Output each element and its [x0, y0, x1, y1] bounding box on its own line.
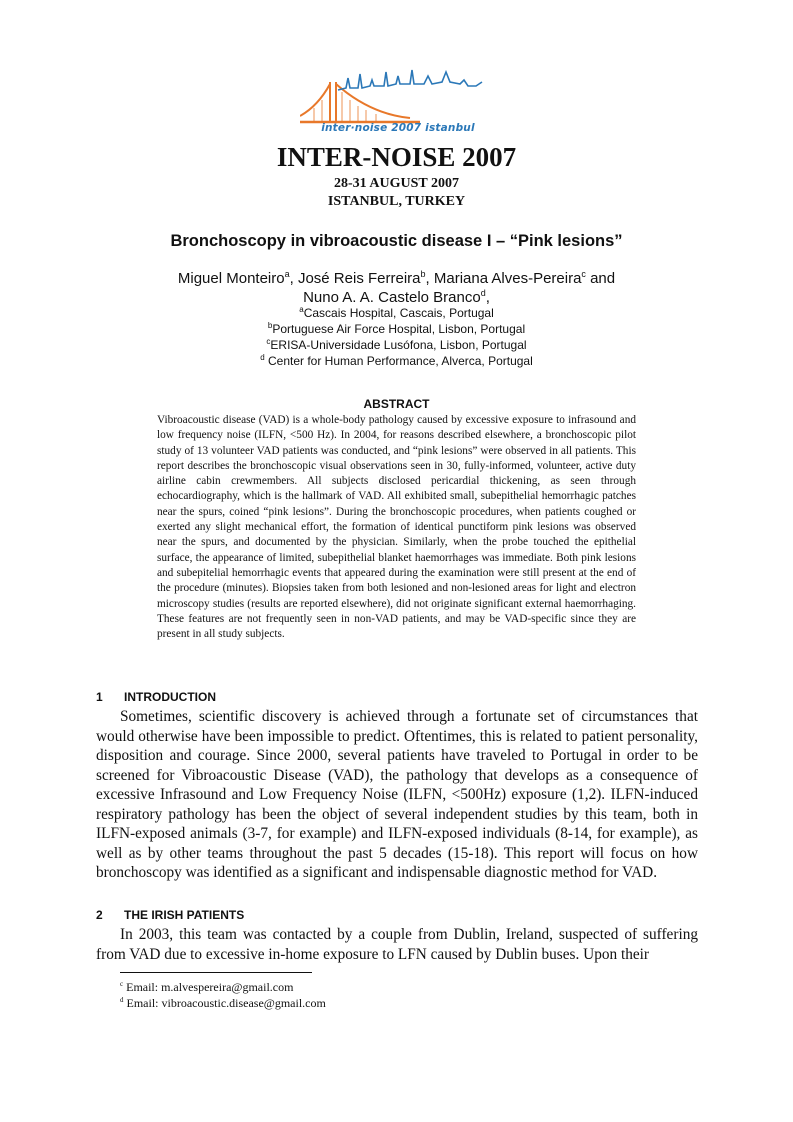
affiliation: $^a$Cascais Hospital, Cascais, Portugal: [299, 305, 494, 320]
affiliation: $^d$ Center for Human Performance, Alverca, Portugal: [260, 353, 533, 368]
conference-title: INTER-NOISE 2007: [276, 142, 517, 172]
author-name: José Reis Ferreira: [297, 270, 421, 287]
logo-caption: inter·noise 2007 istanbul: [321, 122, 475, 134]
conference-location: ISTANBUL, TURKEY: [327, 194, 466, 209]
author-line-1: Miguel Monteiro$^a$, José Reis Ferreira$^b$, Mariana Alves-Pereira$^c$ and: [177, 269, 616, 287]
author-name: Nuno A. A. Castelo Branco: [303, 289, 481, 306]
footnote-rule: [120, 972, 312, 973]
abstract-heading: ABSTRACT: [363, 397, 430, 411]
introduction-paragraph: Sometimes, scientific discovery is achieved through a fortunate set of circumstances that would otherwise have been impossible to predict. Oftentimes, this is related to patient personality, disposition and courage. Since 2000, several patients have traveled to Portugal in order to be screened for Vibroacoustic Disease (VAD), the pathology that develops as a consequence of excessive Infrasound and Low Frequency Noise (ILFN, <500Hz) exposure (1,2). ILFN-induced respiratory pathology has been the object of several independent studies by this team, both in ILFN-exposed animals (3-7, for example) and ILFN-exposed individuals (8-14, for example), as well as by other teams throughout the past 5 decades (15-18). This report will focus on how bronchoscopy was identified as a significant and indispensable diagnostic method for VAD.: [96, 708, 698, 881]
author-name: Mariana Alves-Pereira: [433, 270, 582, 287]
author-mark: b: [420, 269, 426, 279]
author-mark: a: [284, 269, 290, 279]
author-mark: c: [581, 269, 586, 279]
section-title: THE IRISH PATIENTS: [124, 908, 245, 922]
author-mark: d: [480, 288, 486, 298]
affiliation: $^b$Portuguese Air Force Hospital, Lisbon, Portugal: [267, 321, 526, 336]
footnote: $^c$ Email: m.alvespereira@gmail.com: [120, 980, 294, 994]
bridge-icon: [300, 82, 420, 122]
section-title: INTRODUCTION: [124, 690, 216, 704]
abstract-text: Vibroacoustic disease (VAD) is a whole-body pathology caused by excessive exposure to infrasound and low frequency noise (ILFN, <500 Hz). In 2004, for reasons described elsewhere, a bronchoscopic pilot study of 13 volunteer VAD patients was conducted, and “pink lesions” were observed in all patients. This report describes the bronchoscopic visual observations seen in 30, fully-informed, volunteer, active duty airline cabin crewmembers. All subjects disclosed pericardial thickening, as seen through echocardiography, which is the hallmark of VAD. All exhibited small, subepithelial hemorrhagic patches near the spurs, coined “pink lesions”. During the bronchoscopic procedures, when patients coughed or exerted any slight mechanical effort, the formation of identical punctiform pink lesions was observed near the spurs, and documented by the physician. Similarly, when the probe touched the epithelial surface, the appearance of limited, subepithelial blanket haemorrhages was immediate. Both pink lesions and subepitelial hemorrhagic events that appeared during the examination were still present at the end of the procedure (minutes). Biopsies taken from both lesioned and non-lesioned areas for light and electron microscopy studies (results are reported elsewhere), did not originate significant external haemorrhaging. These features are not frequently seen in non-VAD patients, and may be VAD-specific since they are present in all study subjects.: [157, 414, 636, 641]
conference-dates: 28-31 AUGUST 2007: [334, 176, 459, 191]
skyline-waveform: [338, 70, 482, 90]
footnote: $^d$ Email: vibroacoustic.disease@gmail.com: [120, 996, 326, 1010]
paper-title: Bronchoscopy in vibroacoustic disease I – “Pink lesions”: [170, 232, 623, 250]
section-heading-introduction: [96, 690, 216, 704]
author-list: [0, 269, 793, 307]
section-number: 1: [96, 690, 103, 704]
author-name: Miguel Monteiro: [177, 270, 285, 287]
section-heading-irish-patients: [96, 908, 244, 922]
irish-patients-paragraph: In 2003, this team was contacted by a couple from Dublin, Ireland, suspected of suffering from VAD due to excessive in-home exposure to LFN caused by Dublin buses. Upon their: [96, 926, 698, 963]
author-line-2: Nuno A. A. Castelo Branco$^d$,: [303, 288, 490, 306]
affiliation: $^c$ERISA-Universidade Lusófona, Lisbon, Portugal: [266, 337, 527, 352]
section-number: 2: [96, 908, 103, 922]
